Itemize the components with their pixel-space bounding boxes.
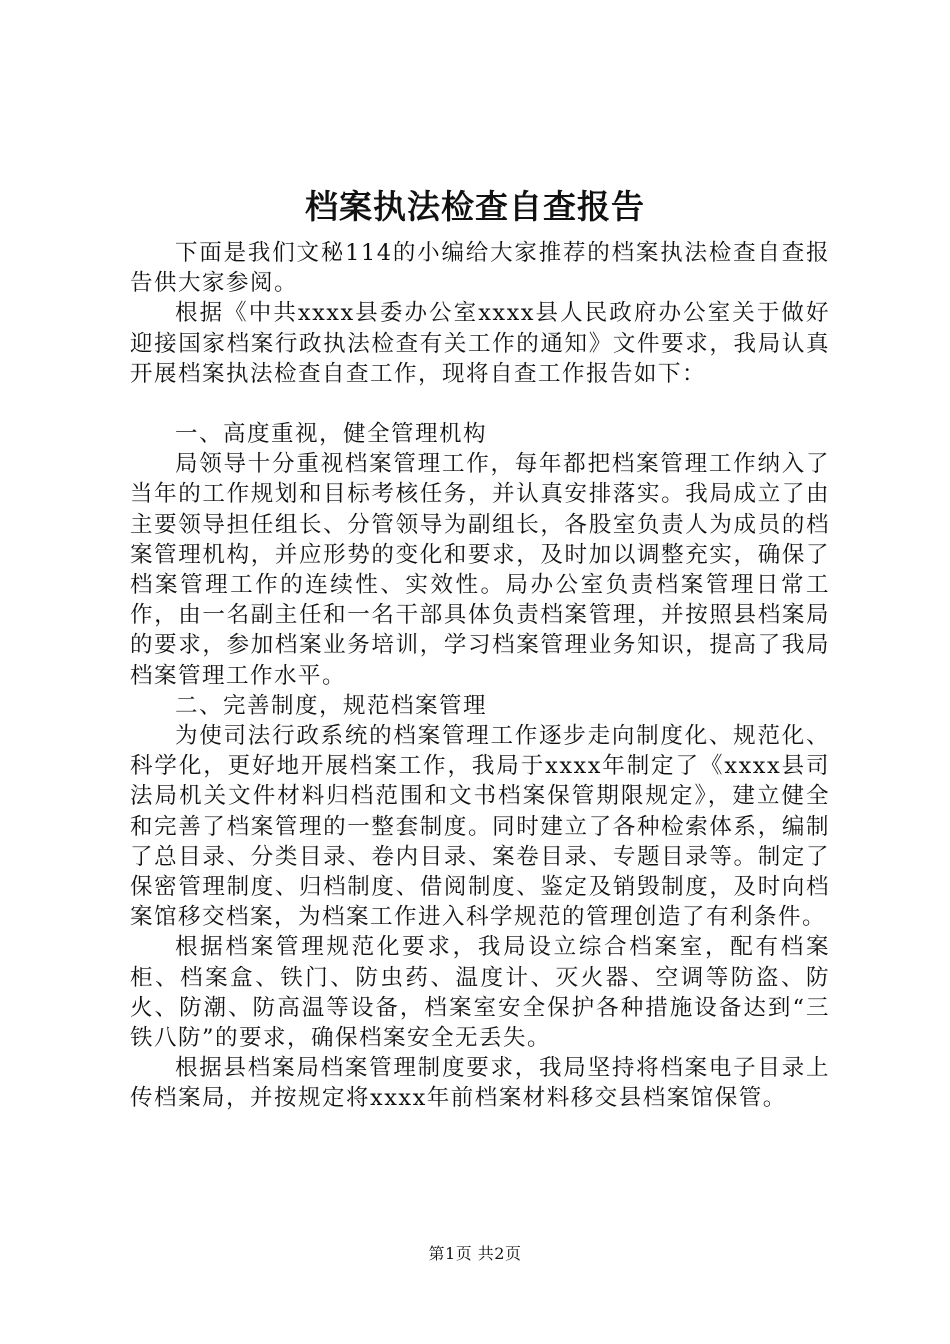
intro-paragraph: 下面是我们文秘114的小编给大家推荐的档案执法检查自查报告供大家参阅。 bbox=[130, 240, 830, 297]
section-2-paragraph-1: 为使司法行政系统的档案管理工作逐步走向制度化、规范化、科学化，更好地开展档案工作，我局于xxxx年制定了《xxxx县司法局机关文件材料归档范围和文书档案保管期限规定》，建立健全和完善了档案管理的一整套制度。同时建立了各种检索体系，编制了总目录、分类目录、卷内目录、案卷目录、专题目录等。制定了保密管理制度、归档制度、借阅制度、鉴定及销毁制度，及时向档案馆移交档案，为档案工作进入科学规范的管理创造了有利条件。 bbox=[130, 723, 830, 931]
basis-paragraph: 根据《中共xxxx县委办公室xxxx县人民政府办公室关于做好迎接国家档案行政执法检查有关工作的通知》文件要求，我局认真开展档案执法检查自查工作，现将自查工作报告如下： bbox=[130, 300, 830, 387]
section-heading-1: 一、高度重视，健全管理机构 bbox=[175, 421, 488, 448]
page-number-footer: 第1页 共2页 bbox=[428, 1244, 522, 1263]
section-heading-2: 二、完善制度，规范档案管理 bbox=[175, 692, 488, 719]
section-2-paragraph-2: 根据档案管理规范化要求，我局设立综合档案室，配有档案柜、档案盒、铁门、防虫药、温度计、灭火器、空调等防盗、防火、防潮、防高温等设备，档案室安全保护各种措施设备达到“三铁八防”的要求，确保档案安全无丢失。 bbox=[130, 934, 830, 1052]
document-title: 档案执法检查自查报告 bbox=[305, 187, 645, 226]
section-2-paragraph-3: 根据县档案局档案管理制度要求，我局坚持将档案电子目录上传档案局，并按规定将xxxx年前档案材料移交县档案馆保管。 bbox=[130, 1055, 830, 1112]
section-1-paragraph: 局领导十分重视档案管理工作，每年都把档案管理工作纳入了当年的工作规划和目标考核任务，并认真安排落实。我局成立了由主要领导担任组长、分管领导为副组长，各股室负责人为成员的档案管理机构，并应形势的变化和要求，及时加以调整充实，确保了档案管理工作的连续性、实效性。局办公室负责档案管理日常工作，由一名副主任和一名干部具体负责档案管理，并按照县档案局的要求，参加档案业务培训，学习档案管理业务知识，提高了我局档案管理工作水平。 bbox=[130, 451, 830, 689]
document-body bbox=[130, 238, 830, 1114]
